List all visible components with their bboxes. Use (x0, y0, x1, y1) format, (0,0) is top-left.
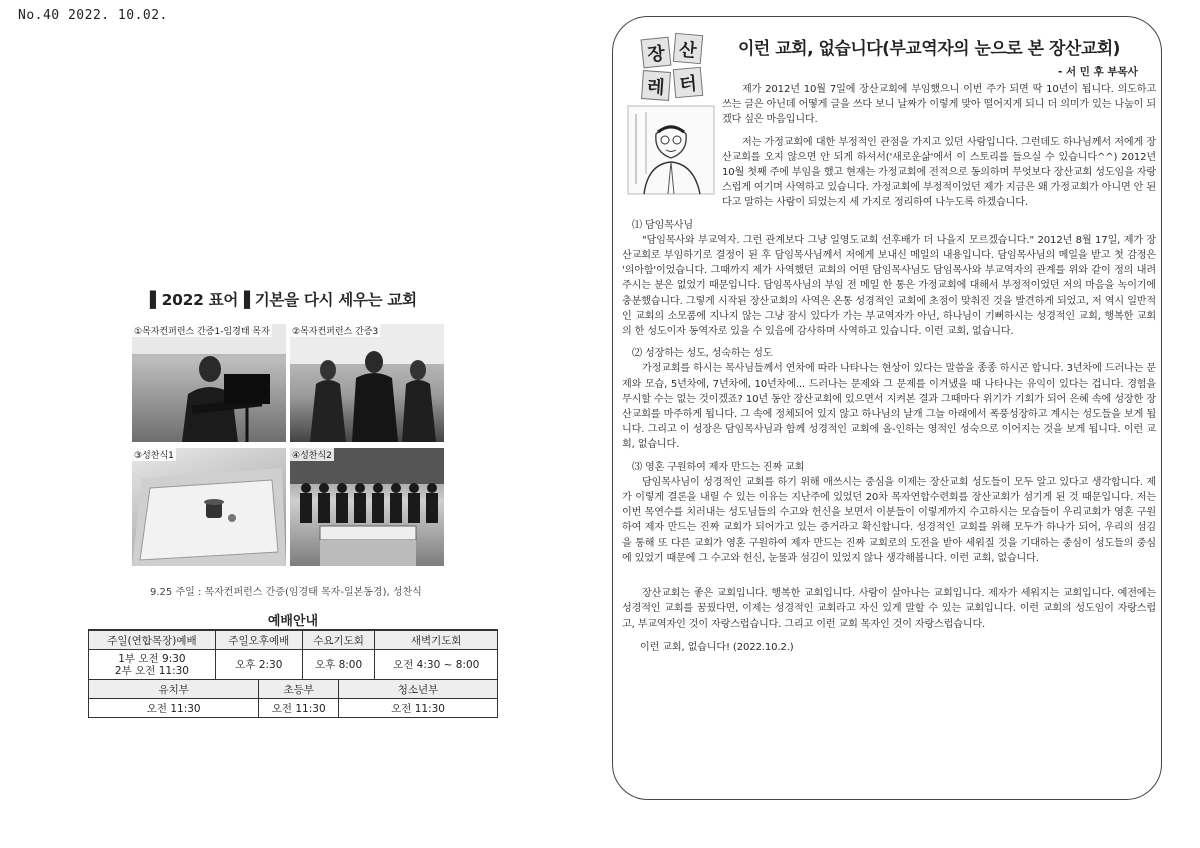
logo-tile: 터 (673, 67, 703, 98)
worship-title: 예배안내 (89, 610, 498, 630)
letter-author: - 서 민 후 부목사 (1058, 66, 1138, 78)
photo-caption: ②목자컨퍼런스 간증3 (290, 324, 380, 337)
dept-header: 초등부 (259, 680, 339, 699)
service-header: 수요기도회 (302, 630, 375, 650)
letter-title: 이런 교회, 없습니다(부교역자의 눈으로 본 장산교회) (738, 39, 1120, 59)
dept-header: 유치부 (89, 680, 259, 699)
letter-paragraph: 저는 가정교회에 대한 부정적인 관점을 가지고 있던 사람입니다. 그런데도 하나님께서 저에게 장산교회를 오지 않으면 안 되게 하셔서('새로운삶'에서 이 스토리를 들으실 수 있습니다^^) 2012년 10월 첫째 주에 부임을 했고 현재는 가정교회에 전적으로 동의하며 무엇보다 장산교회 성도임을 자랑스럽게 여기며 사역하고 있습니다. 가정교회에 부정적이었던 제가 지금은 왜 가정교회가 아니면 안 된다고 말하는 사람이 되었는지 세 가지로 정리하여 나누도록 하겠습니다. (722, 136, 1156, 209)
letter-body (622, 82, 1156, 655)
photo-testimony-1 (132, 324, 286, 442)
worship-schedule-table (88, 610, 498, 718)
annual-motto: ▌2022 표어▐ 기본을 다시 세우는 교회 (150, 291, 417, 309)
section-text: "담임목사와 부교역자. 그런 관계보다 그냥 일영도교회 선후배가 더 나을지 모르겠습니다." 2012년 8월 17일, 제가 장산교회로 부임하기로 결정이 된 후 담임목사님께서 저에게 보내신 메일의 내용입니다. 담임목사님의 메일을 받고 첫 감정은 '의아함'이었습니다. 그때까지 제가 사역했던 교회의 어떤 담임목사님도 담임목사와 부교역자의 관계를 위와 같이 정의 내려주시는 분은 없었기 때문입니다. 담임목사님의 부임 전 메일 한 통은 가정교회에 대해서 부정적이었던 저의 마음을 녹이기에 충분했습니다. 그렇게 시작된 장산교회의 사역은 온통 성경적인 교회에 초점이 맞춰진 것을 발견하게 되었고, 저 역시 일반적인 교회의 소모품에 지나지 않는 그냥 잠시 있다가 가는 부교역자가 아닌, 하나님이 기뻐하시는 성경적인 교회, 행복한 교회의 한 성도이자 동역자로 있을 수 있음에 감사하며 사역하고 있습니다. 이런 교회, 없습니다. (622, 234, 1156, 338)
service-time: 1부 오전 9:30 2부 오전 11:30 (89, 650, 216, 680)
letter-intro: 제가 2012년 10월 7일에 장산교회에 부임했으니 이번 주가 되면 딱 10년이 됩니다. 의도하고 쓰는 글은 아닌데 어떻게 글을 쓰다 보니 날짜가 이렇게 맞아 떨어지게 되니 더 의미가 있는 나눔이 되겠다 싶은 마음입니다. (722, 84, 1156, 126)
section-title: ⑶ 영혼 구원하여 제자 만드는 진짜 교회 (632, 461, 805, 473)
logo-tile: 장 (641, 37, 672, 69)
logo-tile: 레 (641, 70, 671, 101)
service-header: 주일오후예배 (215, 630, 302, 650)
dept-time: 오전 11:30 (339, 699, 498, 718)
photo-caption: ①목자컨퍼런스 간증1-임경태 목자 (132, 324, 272, 337)
section-text: 담임목사님이 성경적인 교회를 하기 위해 애쓰시는 중심을 이제는 장산교회 성도들이 모두 알고 있다고 생각합니다. 제가 이렇게 결론을 내릴 수 있는 이유는 지난주에 있었던 20차 목자연합수련회를 장산교회가 섬기게 된 것 때문입니다. 저는 이번 목연수를 치러내는 성도님들의 수고와 헌신을 보면서 이분들이 이렇게까지 수고하시는 모습들이 우리교회가 영혼 구원하여 제자 만드는 진짜 교회가 되어가고 있는 증거라고 확신합니다. 성경적인 교회를 위해 모두가 하나가 되어, 우리의 섬김을 통해 또 다른 교회가 영혼 구원하여 제자 만드는 진짜 교회로의 도전을 받아 세워질 것을 기대하는 중심이 성도들의 중심에 있었기 때문에 그 수고와 헌신, 눈물과 섬김이 있었지 않나 생각해봅니다. 이런 교회, 없습니다. (622, 476, 1156, 564)
photo-description: 9.25 주일 : 목자컨퍼런스 간증(임경태 목자-일본동경), 성찬식 (150, 587, 422, 598)
letter-closing: 이런 교회, 없습니다! (2022.10.2.) (640, 641, 794, 653)
photo-grid (132, 324, 446, 570)
logo-tile: 산 (673, 33, 703, 64)
service-time: 오후 8:00 (302, 650, 375, 680)
letter-conclusion: 장산교회는 좋은 교회입니다. 행복한 교회입니다. 사람이 살아나는 교회입니다. 제자가 세워지는 교회입니다. 예전에는 성경적인 교회를 꿈꿨다면, 이제는 성경적인 교회라고 자신 있게 말할 수 있는 교회입니다. 이런 교회의 성도임이 자랑스럽고, 부교역자인 것이 자랑스럽습니다. 그리고 이런 교회 목자인 것이 자랑스럽습니다. (622, 588, 1156, 630)
photo-communion-2 (290, 448, 444, 566)
service-header: 새벽기도회 (375, 630, 498, 650)
photo-communion-1 (132, 448, 286, 566)
dept-time: 오전 11:30 (259, 699, 339, 718)
section-text: 가정교회를 하시는 목사님들께서 연차에 따라 나타나는 현상이 있다는 말씀을 종종 하시곤 합니다. 3년차에 드러나는 문제와 모습, 5년차에, 7년차에, 10년차에... 드러나는 문제와 그 문제를 이겨냈을 때 나타나는 유익이 있다는 겁니다. 경험을 무시할 수는 없는 것이겠죠? 10년 동안 장산교회에 있으면서 지켜본 결과 그때마다 위기가 기회가 되어 은혜 속에 성장한 장산교회를 마주하게 됩니다. 그 속에 정체되어 있지 않고 하나님의 날개 그늘 아래에서 폭풍성장하고 계시는 성도들을 보게 됩니다. 그리고 이 성장은 담임목사님과 함께 성경적인 교회에 올-인하는 영적인 성숙으로 이어지는 것을 보게 됩니다. 이런 교회, 없습니다. (622, 363, 1156, 451)
service-time: 오후 2:30 (215, 650, 302, 680)
photo-testimony-3 (290, 324, 444, 442)
dept-header: 청소년부 (339, 680, 498, 699)
photo-caption: ④성찬식2 (290, 448, 334, 461)
section-title: ⑴ 담임목사님 (632, 219, 694, 231)
service-time: 오전 4:30 ~ 8:00 (375, 650, 498, 680)
photo-caption: ③성찬식1 (132, 448, 176, 461)
issue-number: No.40 2022. 10.02. (18, 8, 168, 23)
service-header: 주일(연합목장)예배 (89, 630, 216, 650)
section-title: ⑵ 성장하는 성도, 성숙하는 성도 (632, 348, 773, 360)
dept-time: 오전 11:30 (89, 699, 259, 718)
